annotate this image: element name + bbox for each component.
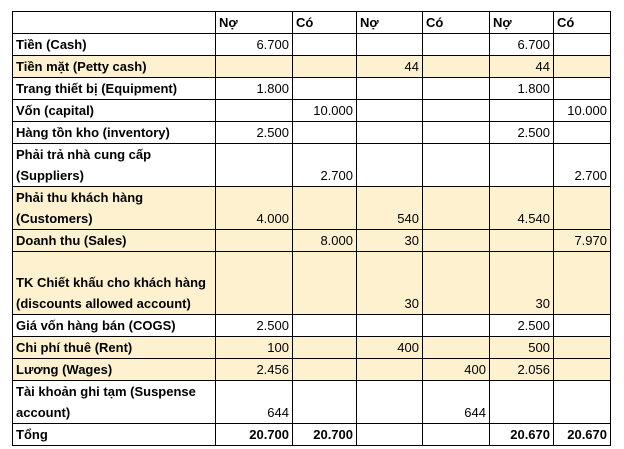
amount-cell: 4.540 [490, 187, 554, 230]
amount-cell: 10.000 [293, 100, 357, 122]
amount-cell: 2.456 [216, 359, 293, 381]
amount-cell [293, 56, 357, 78]
amount-cell [554, 78, 611, 100]
amount-cell [423, 315, 490, 337]
amount-cell [293, 122, 357, 144]
table-row [13, 122, 611, 144]
amount-cell: 1.800 [216, 78, 293, 100]
amount-cell [423, 34, 490, 56]
amount-cell [490, 144, 554, 187]
amount-cell: 30 [357, 230, 423, 252]
table-row [13, 252, 611, 315]
column-header: Có [423, 12, 490, 34]
table-row [13, 230, 611, 252]
header-row [13, 12, 611, 34]
column-header: Nợ [216, 12, 293, 34]
amount-cell [554, 34, 611, 56]
amount-cell [293, 337, 357, 359]
total-label: Tổng [13, 424, 216, 446]
amount-cell [216, 56, 293, 78]
amount-cell [357, 359, 423, 381]
amount-cell: 10.000 [554, 100, 611, 122]
table-row [13, 187, 611, 230]
amount-cell [216, 100, 293, 122]
table-row [13, 78, 611, 100]
amount-cell: 2.700 [554, 144, 611, 187]
amount-cell [423, 337, 490, 359]
total-amount-cell [357, 424, 423, 446]
amount-cell [490, 230, 554, 252]
total-row [13, 424, 611, 446]
amount-cell: 2.500 [216, 122, 293, 144]
amount-cell [554, 381, 611, 424]
amount-cell [423, 187, 490, 230]
column-header: Có [554, 12, 611, 34]
account-label: Hàng tồn kho (inventory) [13, 122, 216, 144]
amount-cell: 2.700 [293, 144, 357, 187]
amount-cell: 644 [423, 381, 490, 424]
ledger-table [12, 11, 611, 446]
amount-cell: 44 [357, 56, 423, 78]
amount-cell: 6.700 [216, 34, 293, 56]
account-label: Doanh thu (Sales) [13, 230, 216, 252]
amount-cell [293, 78, 357, 100]
amount-cell: 30 [357, 252, 423, 315]
total-amount-cell: 20.670 [554, 424, 611, 446]
account-label: Trang thiết bị (Equipment) [13, 78, 216, 100]
table-row [13, 34, 611, 56]
amount-cell [216, 230, 293, 252]
amount-cell [423, 252, 490, 315]
account-label: Giá vốn hàng bán (COGS) [13, 315, 216, 337]
amount-cell [293, 381, 357, 424]
table-row [13, 56, 611, 78]
table-row [13, 100, 611, 122]
amount-cell: 400 [357, 337, 423, 359]
amount-cell: 500 [490, 337, 554, 359]
account-label: Tiền mặt (Petty cash) [13, 56, 216, 78]
amount-cell: 540 [357, 187, 423, 230]
amount-cell [423, 100, 490, 122]
column-header: Nợ [490, 12, 554, 34]
amount-cell: 1.800 [490, 78, 554, 100]
amount-cell [554, 315, 611, 337]
amount-cell: 2.500 [216, 315, 293, 337]
account-label: Vốn (capital) [13, 100, 216, 122]
amount-cell [423, 56, 490, 78]
account-label: Tiền (Cash) [13, 34, 216, 56]
amount-cell [554, 56, 611, 78]
amount-cell [423, 230, 490, 252]
amount-cell [357, 381, 423, 424]
amount-cell [293, 359, 357, 381]
account-label: TK Chiết khấu cho khách hàng (discounts allowed account) [13, 252, 216, 315]
amount-cell [554, 252, 611, 315]
amount-cell: 4.000 [216, 187, 293, 230]
amount-cell [357, 122, 423, 144]
total-amount-cell: 20.670 [490, 424, 554, 446]
amount-cell [357, 144, 423, 187]
amount-cell: 7.970 [554, 230, 611, 252]
amount-cell: 44 [490, 56, 554, 78]
amount-cell [293, 252, 357, 315]
column-header: Nợ [357, 12, 423, 34]
amount-cell [554, 122, 611, 144]
amount-cell [293, 187, 357, 230]
amount-cell: 644 [216, 381, 293, 424]
table-row [13, 315, 611, 337]
amount-cell: 2.056 [490, 359, 554, 381]
amount-cell: 2.500 [490, 122, 554, 144]
amount-cell [216, 252, 293, 315]
account-label: Phải thu khách hàng (Customers) [13, 187, 216, 230]
amount-cell [293, 34, 357, 56]
amount-cell: 30 [490, 252, 554, 315]
amount-cell [423, 144, 490, 187]
amount-cell: 400 [423, 359, 490, 381]
amount-cell: 6.700 [490, 34, 554, 56]
amount-cell [490, 100, 554, 122]
amount-cell [423, 122, 490, 144]
amount-cell: 8.000 [293, 230, 357, 252]
account-label: Phải trả nhà cung cấp (Suppliers) [13, 144, 216, 187]
total-amount-cell: 20.700 [216, 424, 293, 446]
amount-cell [423, 78, 490, 100]
amount-cell: 2.500 [490, 315, 554, 337]
table-row [13, 337, 611, 359]
account-label: Lương (Wages) [13, 359, 216, 381]
total-amount-cell: 20.700 [293, 424, 357, 446]
account-label: Chi phí thuê (Rent) [13, 337, 216, 359]
table-row [13, 381, 611, 424]
amount-cell [357, 34, 423, 56]
amount-cell [554, 359, 611, 381]
amount-cell [554, 337, 611, 359]
table-row [13, 144, 611, 187]
amount-cell [357, 78, 423, 100]
amount-cell [490, 381, 554, 424]
amount-cell [357, 100, 423, 122]
table-row [13, 359, 611, 381]
total-amount-cell [423, 424, 490, 446]
column-header: Có [293, 12, 357, 34]
account-label: Tài khoản ghi tạm (Suspense account) [13, 381, 216, 424]
amount-cell [293, 315, 357, 337]
header-corner-cell [13, 12, 216, 34]
amount-cell [216, 144, 293, 187]
amount-cell [554, 187, 611, 230]
amount-cell: 100 [216, 337, 293, 359]
amount-cell [357, 315, 423, 337]
